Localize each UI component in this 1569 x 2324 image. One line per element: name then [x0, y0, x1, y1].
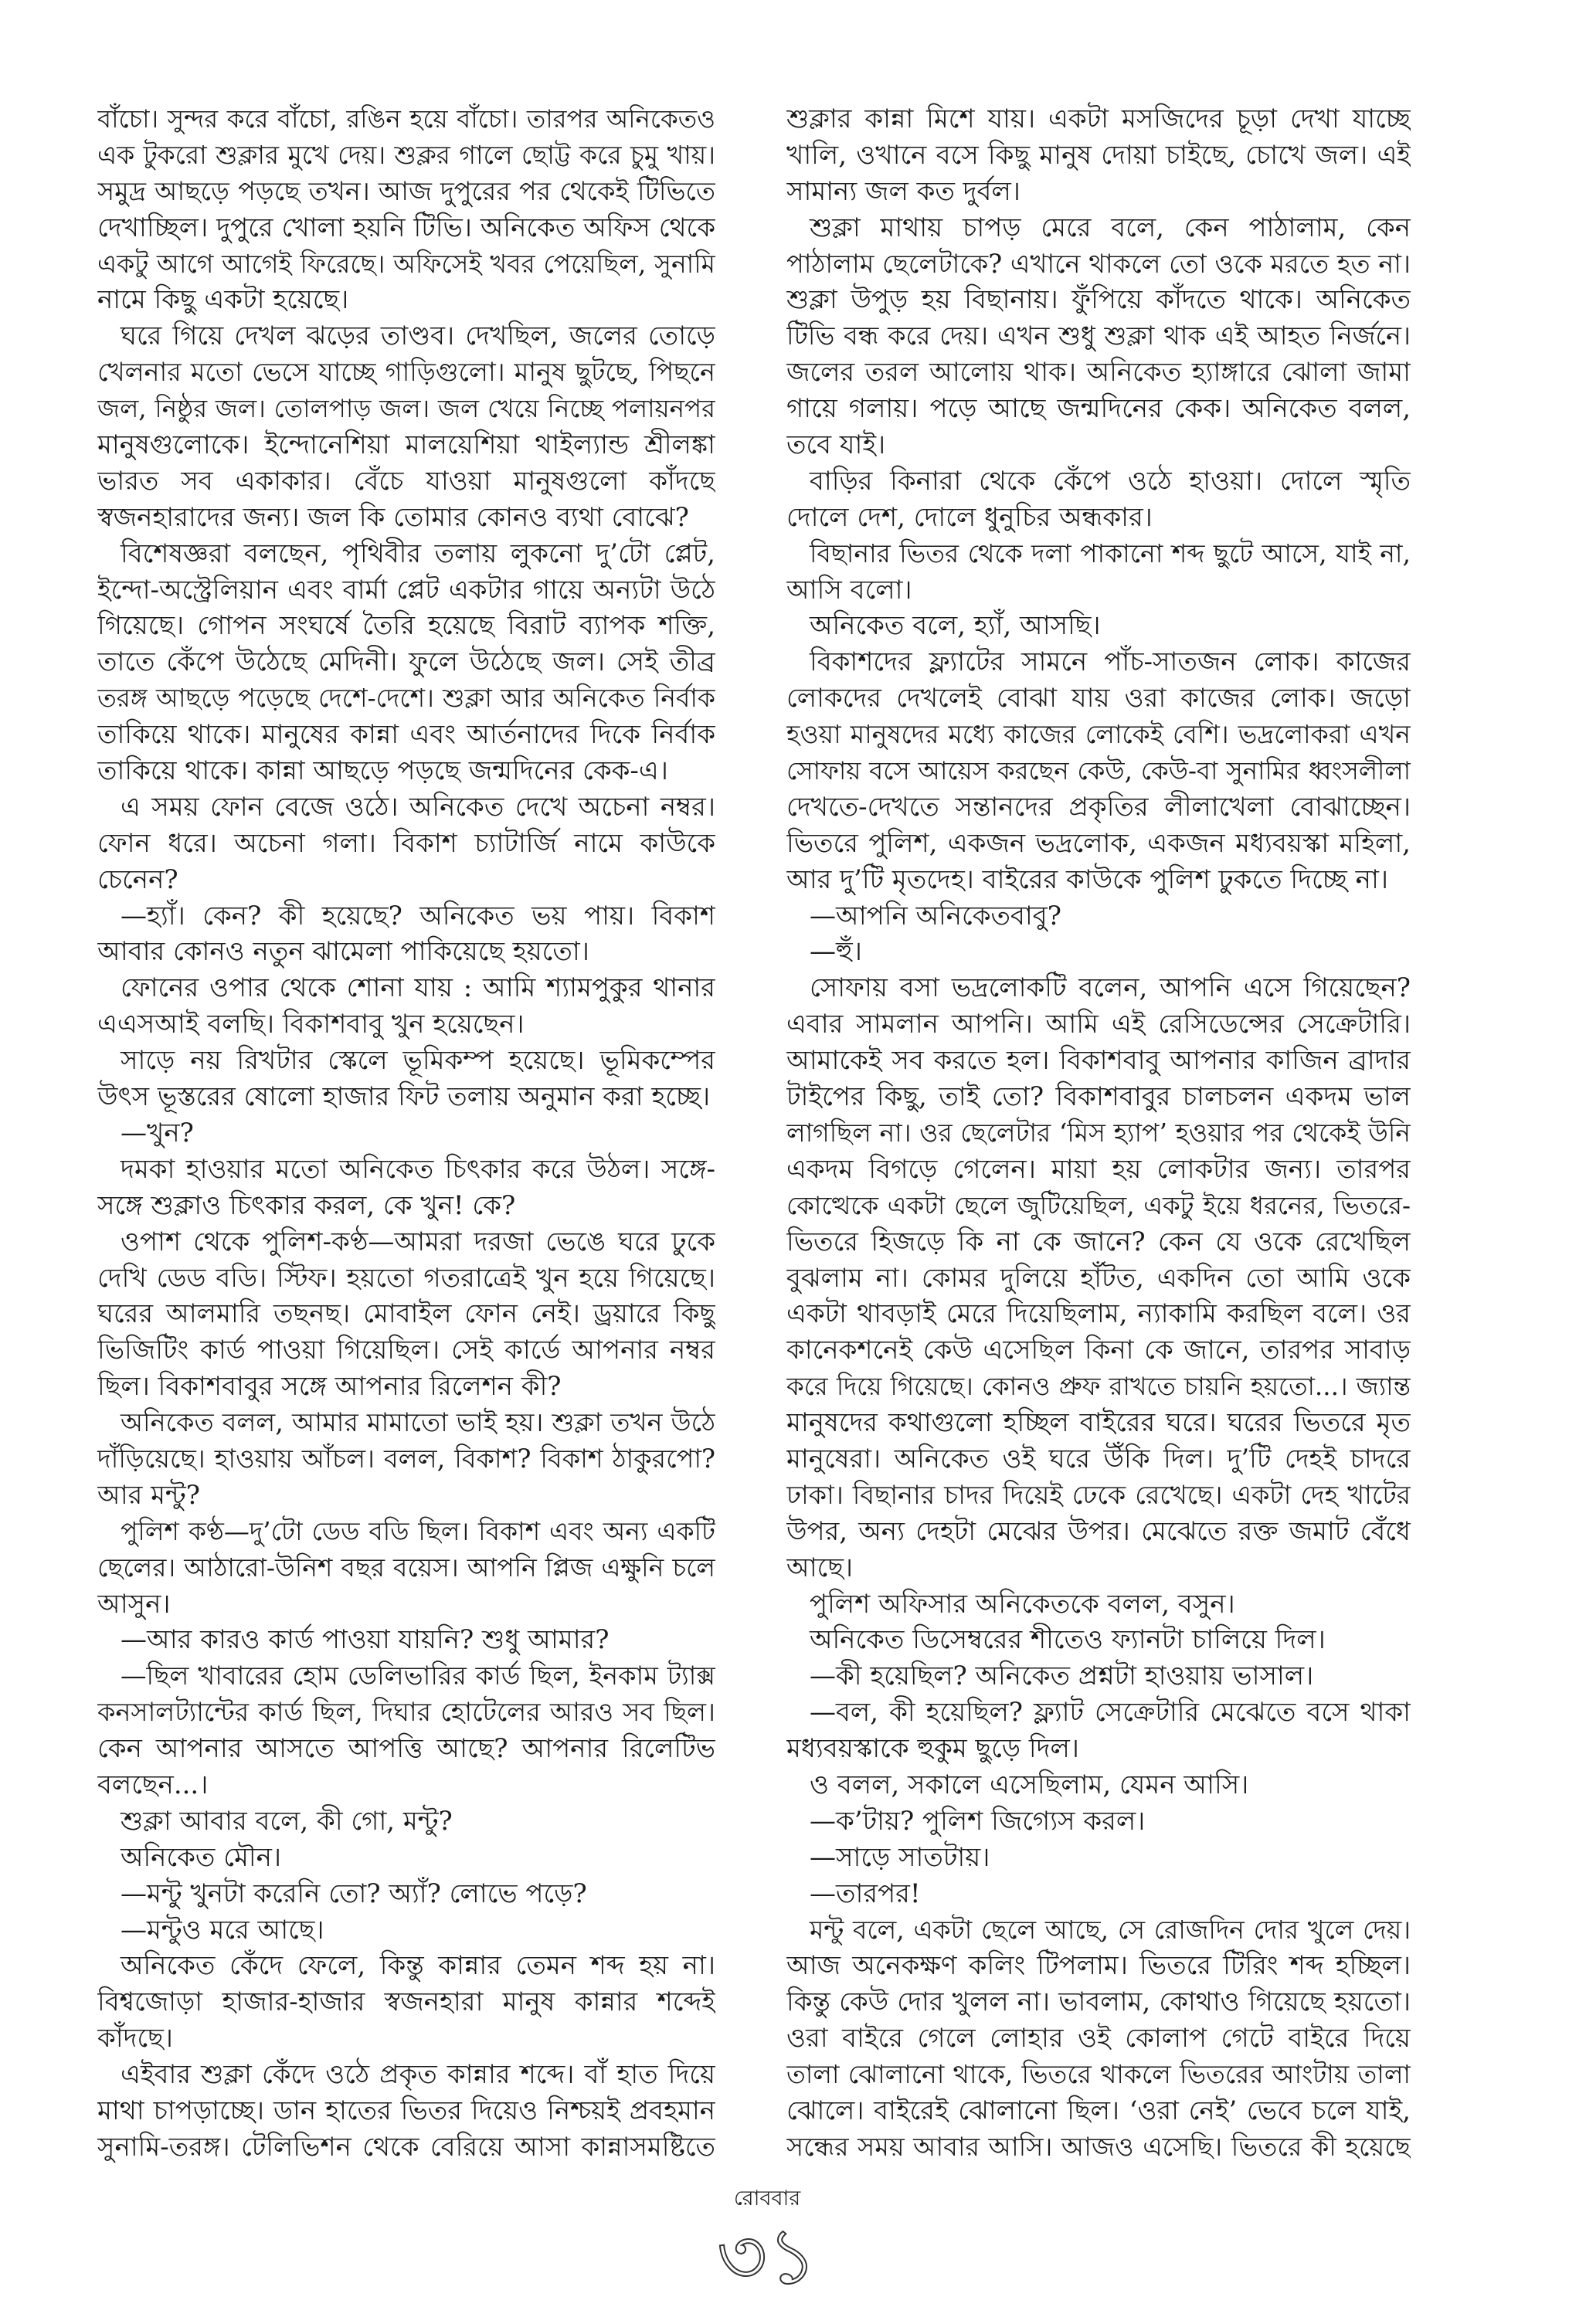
text-line: নামে কিছু একটা হয়েছে। — [97, 284, 349, 316]
text-line: ফোন ধরে। অচেনা গলা। বিকাশ চ্যাটার্জি নামে কাউকে — [97, 827, 715, 859]
paragraph — [786, 1912, 1411, 2166]
text-line: তাতে কেঁপে উঠেছে মেদিনী। ফুলে উঠেছে জল। সেই তীব্র — [97, 646, 715, 678]
text-line: সন্ধের সময় আবার আসি। আজও এসেছি। ভিতরে কী হয়েছে — [786, 2131, 1411, 2162]
text-line: বিকাশদের ফ্ল্যাটের সামনে পাঁচ-সাতজন লোক। কাজের — [810, 646, 1411, 678]
text-line: বিছানার ভিতর থেকে দলা পাকানো শব্দ ছুটে আসে, যাই না, — [810, 538, 1411, 568]
text-line: তাকিয়ে থাকে। মানুষের কান্না এবং আর্তনাদের দিকে নির্বাক — [97, 719, 715, 751]
paragraph — [97, 1224, 715, 1405]
text-line: সমুদ্র আছড়ে পড়ছে তখন। আজ দুপুরের পর থেকেই টিভিতে — [97, 175, 715, 206]
paragraph — [97, 1840, 715, 1876]
text-line: স্বজনহারাদের জন্য। জল কি তোমার কোনও ব্যথা বোঝে? — [97, 501, 689, 533]
text-line: ওপাশ থেকে পুলিশ-কণ্ঠ—আমরা দরজা ভেঙে ঘরে ঢুকে — [121, 1226, 715, 1257]
paragraph — [97, 1514, 715, 1623]
paragraph — [97, 1948, 715, 2057]
text-line: ও বলল, সকালে এসেছিলাম, যেমন আসি। — [810, 1769, 1249, 1800]
text-line: —তারপর! — [810, 1878, 921, 1909]
text-line: সঙ্গে শুক্লাও চিৎকার করল, কে খুন! কে? — [97, 1189, 516, 1221]
text-line: চেনেন? — [97, 863, 178, 895]
paragraph — [97, 1876, 715, 1912]
paragraph — [97, 101, 715, 318]
text-line: —ক’টায়? পুলিশ জিগ্যেস করল। — [810, 1805, 1146, 1837]
text-line: মাথা চাপড়াচ্ছে। ডান হাতের ভিতর দিয়েও নিশ্চয়ই প্রবহমান — [97, 2095, 715, 2126]
text-line: দেখি ডেড বডি। স্টিফ। হয়তো গতরাত্রেই খুন হয়ে গিয়েছে। — [97, 1262, 715, 1294]
text-line: —মন্টু খুনটা করেনি তো? অ্যাঁ? লোভে পড়ে? — [121, 1878, 587, 1909]
page-number: ৩১ — [717, 2211, 817, 2302]
text-line: তাকিয়ে থাকে। কান্না আছড়ে পড়ছে জন্মদিনের কেক-এ। — [97, 755, 668, 787]
paragraph — [786, 1658, 1411, 1695]
text-line: শুক্লার কান্না মিশে যায়। একটা মসজিদের চূড়া দেখা যাচ্ছে — [786, 103, 1411, 134]
text-line: তরঙ্গ আছড়ে পড়েছে দেশে-দেশে। শুক্লা আর অনিকেত নির্বাক — [97, 683, 715, 714]
text-column-left — [97, 101, 715, 2166]
text-line: দাঁড়িয়েছে। হাওয়ায় আঁচল। বলল, বিকাশ? বিকাশ ঠাকুরপো? — [97, 1443, 715, 1474]
text-line: এইবার শুক্লা কেঁদে ওঠে প্রকৃত কান্নার শব্দে। বাঁ হাত দিয়ে — [121, 2059, 715, 2091]
paragraph — [786, 898, 1411, 935]
paragraph — [786, 1586, 1411, 1623]
text-line: শুক্লা উপুড় হয় বিছানায়। ফুঁপিয়ে কাঁদতে থাকে। অনিকেত — [786, 284, 1411, 316]
text-line: অনিকেত মৌন। — [121, 1841, 282, 1873]
text-line: ভিতরে পুলিশ, একজন ভদ্রলোক, একজন মধ্যবয়স্কা মহিলা, — [786, 827, 1411, 859]
text-line: সুনামি-তরঙ্গ। টেলিভিশন থেকে বেরিয়ে আসা কান্নাসমষ্টিতে — [97, 2131, 715, 2163]
text-line: অনিকেত বলল, আমার মামাতো ভাই হয়। শুক্লা তখন উঠে — [121, 1407, 715, 1438]
text-line: আজ অনেকক্ষণ কলিং টিপলাম। ভিতরে টিরিং শব্দ হচ্ছিল। — [786, 1950, 1411, 1982]
text-line: অনিকেত ডিসেম্বরের শীতেও ফ্যানটা চালিয়ে দিল। — [810, 1624, 1326, 1656]
text-line: অনিকেত কেঁদে ফেলে, কিন্তু কান্নার তেমন শব্দ হয় না। — [121, 1950, 715, 1982]
text-line: এএসআই বলছি। বিকাশবাবু খুন হয়েছেন। — [97, 1009, 525, 1040]
paragraph — [97, 536, 715, 789]
text-line: ভিতরে হিজড়ে কি না কে জানে? কেন যে ওকে রেখেছিল — [786, 1226, 1411, 1257]
text-line: উৎস ভূস্তরের ষোলো হাজার ফিট তলায় অনুমান করা হচ্ছে। — [97, 1081, 711, 1113]
paragraph — [786, 1840, 1411, 1876]
text-column-right — [786, 101, 1411, 2166]
text-line: আসুন। — [97, 1588, 171, 1620]
text-line: —সাড়ে সাতটায়। — [810, 1841, 990, 1873]
paragraph — [97, 1622, 715, 1658]
text-line: অনিকেত বলে, হ্যাঁ, আসছি। — [810, 610, 1101, 642]
text-line: ফোনের ওপার থেকে শোনা যায় : আমি শ্যামপুকুর থানার — [121, 972, 715, 1004]
text-line: বাঁচো। সুন্দর করে বাঁচো, রঙিন হয়ে বাঁচো। তারপর অনিকেতও — [97, 104, 715, 134]
paragraph — [97, 1658, 715, 1803]
text-line: —হুঁ। — [810, 936, 862, 968]
paragraph — [786, 608, 1411, 644]
paragraph — [786, 1803, 1411, 1840]
text-line: —বল, কী হয়েছিল? ফ্ল্যাট সেক্রেটারি মেঝেতে বসে থাকা — [810, 1697, 1411, 1729]
text-line: ঢাকা। বিছানার চাদর দিয়েই ঢেকে রেখেছে। একটা দেহ খাটের — [786, 1479, 1411, 1510]
text-line: খালি, ওখানে বসে কিছু মানুষ দোয়া চাইছে, চোখে জল। এই — [786, 139, 1411, 171]
text-line: লোকদের দেখলেই বোঝা যায় ওরা কাজের লোক। জড়ো — [786, 683, 1411, 714]
text-line: —আর কারও কার্ড পাওয়া যায়নি? শুধু আমার? — [121, 1624, 610, 1656]
text-line: কনসালট্যান্টের কার্ড ছিল, দিঘার হোটেলের আরও সব ছিল। — [97, 1697, 715, 1728]
text-line: টিভি বন্ধ করে দেয়। এখন শুধু শুক্লা থাক এই আহত নির্জনে। — [786, 321, 1411, 351]
text-line: বুঝলাম না। কোমর দুলিয়ে হাঁটত, একদিন তো আমি ওকে — [786, 1262, 1411, 1294]
text-line: —আপনি অনিকেতবাবু? — [810, 900, 1061, 931]
text-line: আমাকেই সব করতে হল। বিকাশবাবু আপনার কাজিন ব্রাদার — [786, 1045, 1411, 1077]
paragraph — [786, 463, 1411, 536]
text-line: মন্টু বলে, একটা ছেলে আছে, সে রোজদিন দোর খুলে দেয়। — [810, 1914, 1411, 1945]
text-line: লাগছিল না। ওর ছেলেটার ‘মিস হ্যাপ’ হওয়ার পর থেকেই উনি — [786, 1117, 1411, 1148]
text-line: হওয়া মানুষদের মধ্যে কাজের লোকেই বেশি। ভদ্রলোকরা এখন — [786, 719, 1411, 750]
text-line: পুলিশ অফিসার অনিকেতকে বলল, বসুন। — [810, 1588, 1235, 1620]
text-line: ভারত সব একাকার। বেঁচে যাওয়া মানুষগুলো কাঁদছে — [97, 465, 715, 497]
text-line: সোফায় বসে আয়েস করছেন কেউ, কেউ-বা সুনামির ধ্বংসলীলা — [786, 756, 1411, 786]
text-line: কানেকশনেই কেউ এসেছিল কিনা কে জানে, তারপর সাবাড় — [786, 1335, 1411, 1366]
text-line: কেন আপনার আসতে আপত্তি আছে? আপনার রিলেটিভ — [97, 1733, 715, 1765]
text-line: গিয়েছে। গোপন সংঘর্ষে তৈরি হয়েছে বিরাট ব্যাপক শক্তি, — [97, 610, 715, 642]
paragraph — [786, 1767, 1411, 1803]
text-line: শুক্লা আবার বলে, কী গো, মন্টু? — [121, 1805, 453, 1837]
text-line: একটা থাবড়াই মেরে দিয়েছিলাম, ন্যাকামি করছিল বলে। ওর — [786, 1298, 1411, 1330]
text-line: বিশ্বজোড়া হাজার-হাজার স্বজনহারা মানুষ কান্নার শব্দেই — [97, 1986, 715, 2018]
text-line: গায়ে গলায়। পড়ে আছে জন্মদিনের কেক। অনিকেত বলল, — [786, 393, 1411, 425]
text-line: মানুষেরা। অনিকেত ওই ঘরে উঁকি দিল। দু’টি দেহই চাদরে — [786, 1443, 1411, 1474]
text-line: এবার সামলান আপনি। আমি এই রেসিডেন্সের সেক্রেটারি। — [786, 1009, 1411, 1040]
text-line: কিন্তু কেউ দোর খুলল না। ভাবলাম, কোথাও গিয়েছে হয়তো। — [786, 1986, 1411, 2018]
text-line: পুলিশ কণ্ঠ—দু’টো ডেড বডি ছিল। বিকাশ এবং অন্য একটি — [121, 1515, 715, 1546]
paragraph — [97, 1115, 715, 1152]
text-line: ইন্দো-অস্ট্রেলিয়ান এবং বার্মা প্লেট একটার গায়ে অন্যটা উঠে — [97, 574, 715, 606]
text-line: সোফায় বসা ভদ্রলোকটি বলেন, আপনি এসে গিয়েছেন? — [810, 972, 1411, 1004]
text-line: আবার কোনও নতুন ঝামেলা পাকিয়েছে হয়তো। — [97, 936, 589, 968]
text-line: ঘরে গিয়ে দেখল ঝড়ের তাণ্ডব। দেখছিল, জলের তোড়ে — [121, 321, 715, 352]
text-line: ওরা বাইরে গেলে লোহার ওই কোলাপ গেটে বাইরে দিয়ে — [786, 2023, 1411, 2054]
paragraph — [786, 970, 1411, 1586]
text-line: আসি বলো। — [786, 574, 912, 606]
paragraph — [97, 970, 715, 1043]
text-line: ভিজিটিং কার্ড পাওয়া গিয়েছিল। সেই কার্ডে আপনার নম্বর — [97, 1335, 715, 1366]
text-line: আর মন্টু? — [97, 1479, 201, 1511]
text-line: —কী হয়েছিল? অনিকেত প্রশ্নটা হাওয়ায় ভাসাল। — [810, 1661, 1314, 1692]
text-line: বিশেষজ্ঞরা বলছেন, পৃথিবীর তলায় লুকনো দু’টো প্লেট, — [121, 538, 715, 569]
paragraph — [97, 1912, 715, 1949]
text-line: —মন্টুও মরে আছে। — [121, 1914, 324, 1946]
text-line: জলের তরল আলোয় থাক। অনিকেত হ্যাঙ্গারে ঝোলা জামা — [786, 357, 1411, 388]
text-line: সাড়ে নয় রিখটার স্কেলে ভূমিকম্প হয়েছে। ভূমিকম্পের — [121, 1045, 715, 1077]
text-line: এক টুকরো শুক্লার মুখে দেয়। শুক্লর গালে ছোট্ট করে চুমু খায়। — [97, 139, 715, 170]
text-line: —হ্যাঁ। কেন? কী হয়েছে? অনিকেত ভয় পায়। বিকাশ — [121, 900, 715, 931]
text-line: দোলে দেশ, দোলে ধুনুচির অন্ধকার। — [786, 501, 1153, 533]
text-line: তবে যাই। — [786, 429, 886, 461]
text-line: বলছেন...। — [97, 1769, 209, 1800]
text-line: শুক্লা মাথায় চাপড় মেরে বলে, কেন পাঠালাম, কেন — [810, 212, 1411, 243]
paragraph — [97, 2057, 715, 2166]
paragraph — [786, 1695, 1411, 1767]
text-line: করে দিয়ে গিয়েছে। কোনও প্রুফ রাখতে চায়নি হয়তো...। জ্যান্ত — [786, 1372, 1411, 1402]
text-line: টাইপের কিছু, তাই তো? বিকাশবাবুর চালচলন একদম ভাল — [786, 1081, 1411, 1113]
text-line: দেখতে-দেখতে সন্তানদের প্রকৃতির লীলাখেলা বোঝাচ্ছেন। — [786, 791, 1411, 823]
text-line: পাঠালাম ছেলেটাকে? এখানে থাকলে তো ওকে মরতে হত না। — [786, 248, 1411, 279]
text-line: মানুষগুলোকে। ইন্দোনেশিয়া মালয়েশিয়া থাইল্যান্ড শ্রীলঙ্কা — [97, 429, 715, 461]
paragraph — [97, 1803, 715, 1840]
text-line: কাঁদছে। — [97, 2023, 173, 2054]
text-line: দমকা হাওয়ার মতো অনিকেত চিৎকার করে উঠল। সঙ্গে- — [121, 1153, 715, 1185]
text-line: ছেলের। আঠারো-উনিশ বছর বয়েস। আপনি প্লিজ এক্ষুনি চলে — [97, 1552, 715, 1583]
text-line: —খুন? — [121, 1117, 194, 1148]
text-line: এ সময় ফোন বেজে ওঠে। অনিকেত দেখে অচেনা নম্বর। — [121, 791, 715, 823]
text-line: বাড়ির কিনারা থেকে কেঁপে ওঠে হাওয়া। দোলে স্মৃতি — [810, 465, 1411, 497]
text-line: জল, নিষ্ঠুর জল। তোলপাড় জল। জল খেয়ে নিচ্ছে পলায়নপর — [97, 394, 715, 424]
text-line: আছে। — [786, 1552, 854, 1583]
text-line: দেখাচ্ছিল। দুপুরে খোলা হয়নি টিভি। অনিকেত অফিস থেকে — [97, 212, 715, 243]
text-line: মানুষদের কথাগুলো হচ্ছিল বাইরের ঘরে। ঘরের ভিতরে মৃত — [786, 1407, 1411, 1439]
paragraph — [97, 898, 715, 971]
text-line: ঘরের আলমারি তছনছ। মোবাইল ফোন নেই। ড্রয়ারে কিছু — [97, 1298, 715, 1330]
paragraph — [97, 1043, 715, 1115]
text-line: আর দু’টি মৃতদেহ। বাইরের কাউকে পুলিশ ঢুকতে দিচ্ছে না। — [786, 863, 1388, 895]
text-line: উপর, অন্য দেহটা মেঝের উপর। মেঝেতে রক্ত জমাট বেঁধে — [786, 1515, 1411, 1547]
text-line: মধ্যবয়স্কাকে হুকুম ছুড়ে দিল। — [786, 1733, 1079, 1765]
text-line: কোত্থেকে একটা ছেলে জুটিয়েছিল, একটু ইয়ে ধরনের, ভিতরে- — [786, 1190, 1411, 1220]
paragraph — [97, 1405, 715, 1514]
text-line: খেলনার মতো ভেসে যাচ্ছে গাড়িগুলো। মানুষ ছুটছে, পিছনে — [97, 357, 715, 388]
text-line: ঝোলে। বাইরেই ঝোলানো ছিল। ‘ওরা নেই’ ভেবে চলে যাই, — [786, 2095, 1411, 2126]
paragraph — [97, 789, 715, 898]
paragraph — [97, 318, 715, 535]
paragraph — [786, 1876, 1411, 1912]
text-line: একটু আগে আগেই ফিরেছে। অফিসেই খবর পেয়েছিল, সুনামি — [97, 248, 715, 279]
text-line: সামান্য জল কত দুর্বল। — [786, 175, 1021, 207]
paragraph — [786, 101, 1411, 210]
paragraph — [786, 644, 1411, 897]
text-line: একদম বিগড়ে গেলেন। মায়া হয় লোকটার জন্য। তারপর — [786, 1153, 1411, 1185]
text-line: তালা ঝোলানো থাকে, ভিতরে থাকলে ভিতরের আংটায় তালা — [786, 2059, 1411, 2090]
running-footer-title: রোববার — [733, 2187, 801, 2210]
paragraph — [786, 1622, 1411, 1658]
paragraph — [786, 934, 1411, 970]
paragraph — [786, 536, 1411, 609]
paragraph — [97, 1152, 715, 1224]
text-line: ছিল। বিকাশবাবুর সঙ্গে আপনার রিলেশন কী? — [97, 1371, 562, 1403]
paragraph — [786, 210, 1411, 463]
text-line: —ছিল খাবারের হোম ডেলিভারির কার্ড ছিল, ইনকাম ট্যাক্স — [121, 1661, 715, 1691]
